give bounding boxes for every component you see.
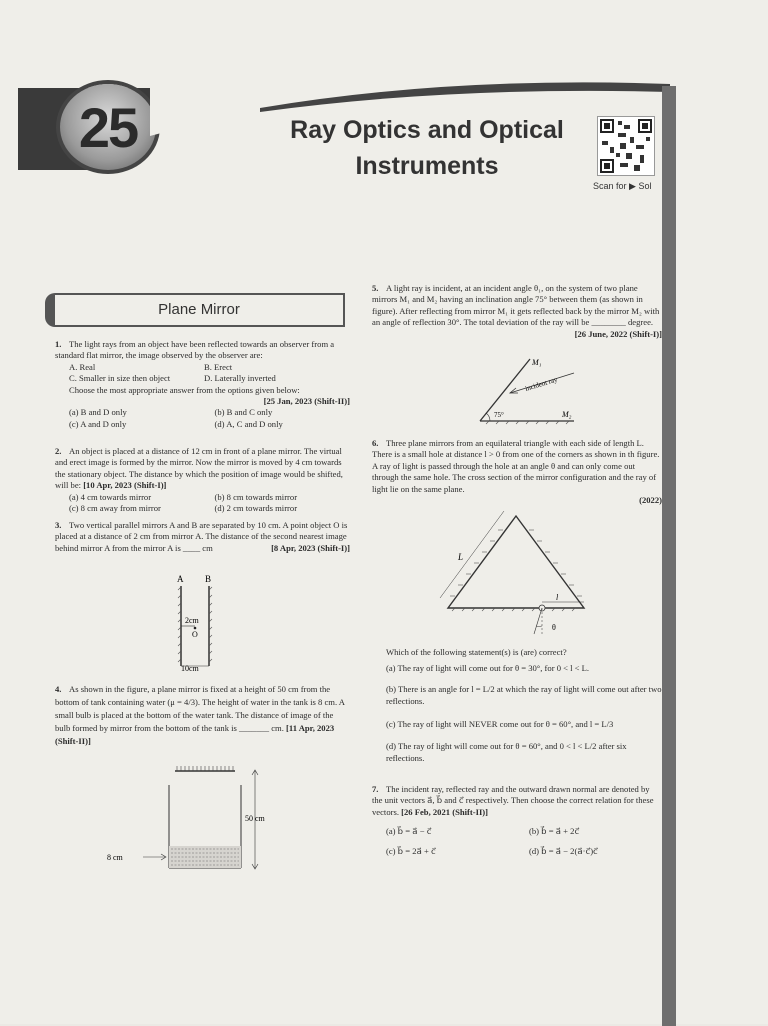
chapter-title-line1: Ray Optics and Optical	[290, 116, 564, 144]
exam-tag: [11 Apr, 2023 (Shift-II)]	[55, 723, 335, 746]
point-o-label: O	[192, 630, 198, 639]
theta-label: θ	[552, 623, 556, 632]
mirror-b-label: B	[205, 574, 212, 584]
statement-item: C. Smaller in size then object	[69, 373, 171, 384]
figure-water-tank	[105, 765, 290, 875]
question-text-part2: . The height of water in the tank is 8 cm. A small bulb is placed at the bottom of the water tank. The distance of image of the bulb formed by mirror from the bottom of the tank is _______ cm.	[55, 697, 345, 733]
exam-tag: [26 June, 2022 (Shift-I)]	[574, 328, 662, 339]
question-text: The light rays from an object have been reflected towards an observer from a standard flat mirror, the image observed by the observer are:	[55, 339, 335, 361]
option-c[interactable]: (c) 8 cm away from mirror	[69, 503, 161, 514]
option-c[interactable]: (c) The ray of light will NEVER come out for θ = 60°, and l = L/3	[386, 718, 614, 729]
options	[386, 826, 662, 857]
question-4: 4. As shown in the figure, a plane mirror is fixed at a height of 50 cm from the bottom of tank containing water (μ = 4/3). The height of water in the tank is 8 cm. A small bulb is placed at the bottom of the water tank. The distance of image of the bulb formed by mirror from the bottom of the tank is _______ cm. [11 Apr, 2023 (Shift-II)]	[55, 684, 345, 746]
qr-caption: Scan for ▶ Sol	[593, 181, 652, 191]
figure-parallel-mirrors	[165, 572, 225, 672]
statement-item: A. Real	[69, 361, 96, 372]
question-6-options	[386, 646, 662, 765]
question-number: 1.	[55, 339, 62, 349]
question-number: 6.	[372, 438, 379, 448]
distance-2cm: 2cm	[185, 616, 199, 625]
question-text: An object is placed at a distance of 12 cm in front of a plane mirror. The virtual and erect image is formed by the mirror. Now the mirror is moved by 4 cm towards the stationary object. The distance by which the position of image would be shifted, will be:	[55, 446, 343, 491]
question-number: 4.	[55, 684, 62, 694]
statement-list	[69, 362, 350, 385]
option-b[interactable]: (b) 8 cm towards mirror	[214, 491, 298, 502]
question-2	[55, 446, 350, 514]
exam-tag: [25 Jan, 2023 (Shift-II)]	[263, 396, 350, 407]
section-title: Plane Mirror	[158, 301, 240, 318]
question-text-part1: As shown in the figure, a plane mirror is fixed at a height of 50 cm from the bottom of tank containing water	[55, 684, 331, 707]
option-b[interactable]: (b) B and C only	[214, 407, 273, 418]
option-d[interactable]: (d) A, C and D only	[214, 418, 283, 429]
page-edge-stripe	[662, 86, 676, 1026]
question-prompt: Choose the most appropriate answer from the options given below:	[69, 384, 300, 395]
question-number: 5.	[372, 283, 379, 293]
angle-75-label: 75°	[494, 411, 504, 419]
question-text: The incident ray, reflected ray and the outward drawn normal are denoted by the unit vectors a⃗, b⃗ and c⃗ respectively. Then choose the correct relation for these vectors.	[372, 784, 654, 817]
water-height-label: 8 cm	[107, 853, 123, 862]
mirror-m1-label: M₁	[532, 358, 542, 367]
question-number: 2.	[55, 446, 62, 456]
question-5	[372, 283, 662, 340]
option-a[interactable]: (a) b⃗ = a⃗ − c⃗	[386, 826, 432, 837]
option-c[interactable]: (c) A and D only	[69, 418, 127, 429]
mirror-m2-label: M₂	[562, 410, 572, 419]
option-d[interactable]: (d) The ray of light will come out for θ = 60°, and 0 < l < L/2 after six reflections.	[386, 741, 627, 764]
question-number: 3.	[55, 520, 62, 530]
hole-distance-label: l	[556, 593, 559, 602]
question-text: A light ray is incident, at an incident angle θ₁, on the system of two plane mirrors M₁ and M₂ having an inclination angle 75° between them (as shown in figure). After reflecting from mirror M₁ it gets reflected back by the mirror M₂ with an angle of reflection 30°. The total deviation of the ray will be ________ degree.	[372, 283, 660, 328]
chapter-title	[262, 112, 592, 184]
option-d[interactable]: (d) 2 cm towards mirror	[214, 503, 298, 514]
chapter-title-line2: Instruments	[355, 152, 499, 180]
statement-item: D. Laterally inverted	[204, 373, 276, 384]
exam-tag: [26 Feb, 2021 (Shift-II)]	[401, 806, 489, 817]
statement-item: B. Erect	[204, 361, 233, 372]
options	[69, 492, 350, 515]
options	[69, 407, 350, 430]
refractive-index: μ = 4/3	[170, 697, 196, 707]
exam-tag: [10 Apr, 2023 (Shift-I)]	[83, 480, 167, 491]
mirror-a-label: A	[177, 574, 184, 584]
question-3	[55, 520, 350, 555]
option-a[interactable]: (a) B and D only	[69, 407, 127, 418]
qr-code[interactable]	[597, 116, 655, 176]
side-l-label: L	[458, 552, 464, 562]
option-c[interactable]: (c) b⃗ = 2a⃗ + c⃗	[386, 845, 436, 856]
question-7	[372, 784, 662, 857]
option-b[interactable]: (b) b⃗ = a⃗ + 2c⃗	[529, 826, 580, 837]
incident-ray-label: incident ray	[524, 375, 559, 393]
question-1	[55, 339, 350, 430]
distance-10cm: 10cm	[181, 664, 199, 672]
exam-tag: [8 Apr, 2023 (Shift-I)]	[271, 543, 350, 554]
question-prompt: Which of the following statement(s) is (are) correct?	[386, 647, 567, 657]
option-a[interactable]: (a) The ray of light will come out for θ = 30°, for 0 < l < L.	[386, 663, 590, 674]
question-text: Two vertical parallel mirrors A and B are separated by 10 cm. A point object O is placed at a distance of 2 cm from mirror A. The distance of the second nearest image behind mirror A from the mirror A is ____ cm	[55, 520, 348, 553]
section-header	[45, 293, 345, 327]
figure-inclined-mirrors	[470, 355, 580, 427]
option-b[interactable]: (b) There is an angle for l = L/2 at which the ray of light will come out after two reflections.	[386, 683, 662, 707]
chapter-number: 25	[60, 84, 156, 170]
question-number: 7.	[372, 784, 379, 794]
option-a[interactable]: (a) 4 cm towards mirror	[69, 491, 152, 502]
figure-triangle-mirrors	[430, 510, 600, 638]
question-6	[372, 438, 662, 506]
exam-tag: (2022)	[639, 495, 662, 506]
option-d[interactable]: (d) b⃗ = a⃗ − 2(a⃗·c⃗)c⃗	[529, 845, 598, 856]
mirror-height-label: 50 cm	[245, 814, 265, 823]
question-text: Three plane mirrors from an equilateral triangle with each side of length L. There is a small hole at distance l > 0 from one of the corners as shown in th figure. A ray of light is passed through the hole at an angle θ and can only come out through the same hole. The cross section of the mirror configuration and the ray of light lie on the same plane.	[372, 438, 660, 494]
